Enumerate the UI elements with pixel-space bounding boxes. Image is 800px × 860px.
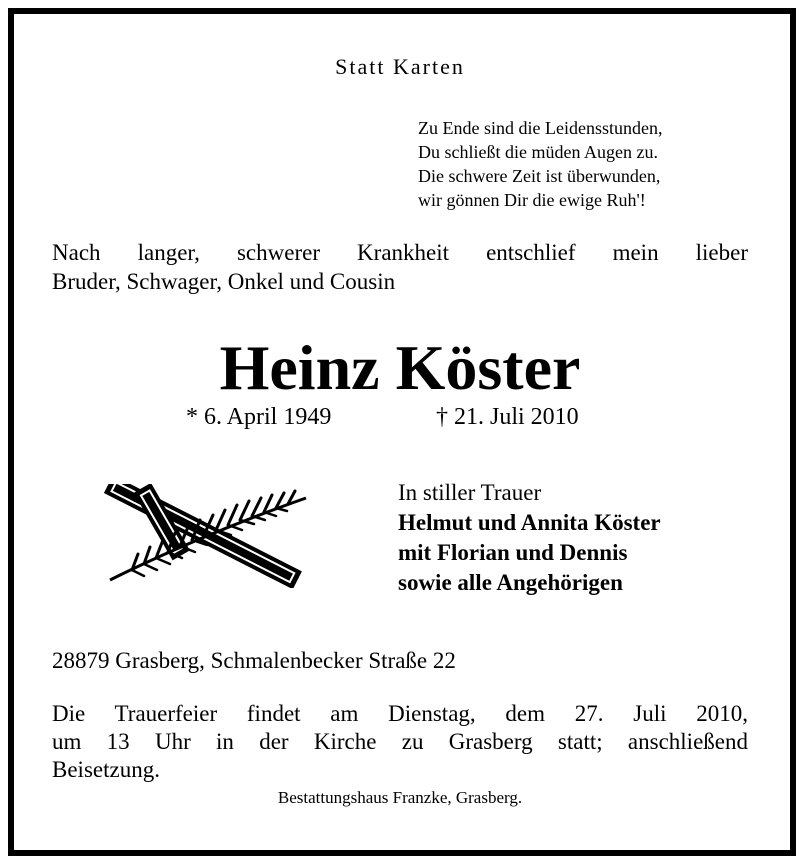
mourner-line: Helmut und Annita Köster [398,510,661,535]
cross-with-palm-branch-icon [92,484,312,588]
poem-line: Die schwere Zeit ist überwunden, [418,166,661,186]
ceremony-info [52,700,748,784]
memorial-poem [418,116,662,212]
death-date: † 21. Juli 2010 [436,404,579,430]
funeral-home: Bestattungshaus Franzke, Grasberg. [277,788,523,807]
ceremony-line: um 13 Uhr in der Kirche zu Grasberg statt; anschließend [52,729,748,754]
birth-date: * 6. April 1949 [186,404,332,430]
intro-line: Bruder, Schwager, Onkel und Cousin [52,269,396,294]
mourners-block [398,478,661,598]
poem-line: wir gönnen Dir die ewige Ruh'! [418,190,646,210]
mourner-line: mit Florian und Dennis [398,540,628,565]
poem-line: Du schließt die müden Augen zu. [418,142,658,162]
deceased-name: Heinz Köster [219,332,581,403]
intro-text [52,238,748,296]
ceremony-line: Beisetzung. [52,757,160,782]
ceremony-line: Die Trauerfeier findet am Dienstag, dem 27. Juli 2010, [52,701,748,726]
notice-header: Statt Karten [335,54,465,79]
poem-line: Zu Ende sind die Leidensstunden, [418,118,663,138]
mourner-line: sowie alle Angehörigen [398,570,623,595]
intro-line: Nach langer, schwerer Krankheit entschlief mein lieber [52,240,748,265]
family-address: 28879 Grasberg, Schmalenbecker Straße 22 [52,648,456,673]
mourning-intro: In stiller Trauer [398,480,542,505]
